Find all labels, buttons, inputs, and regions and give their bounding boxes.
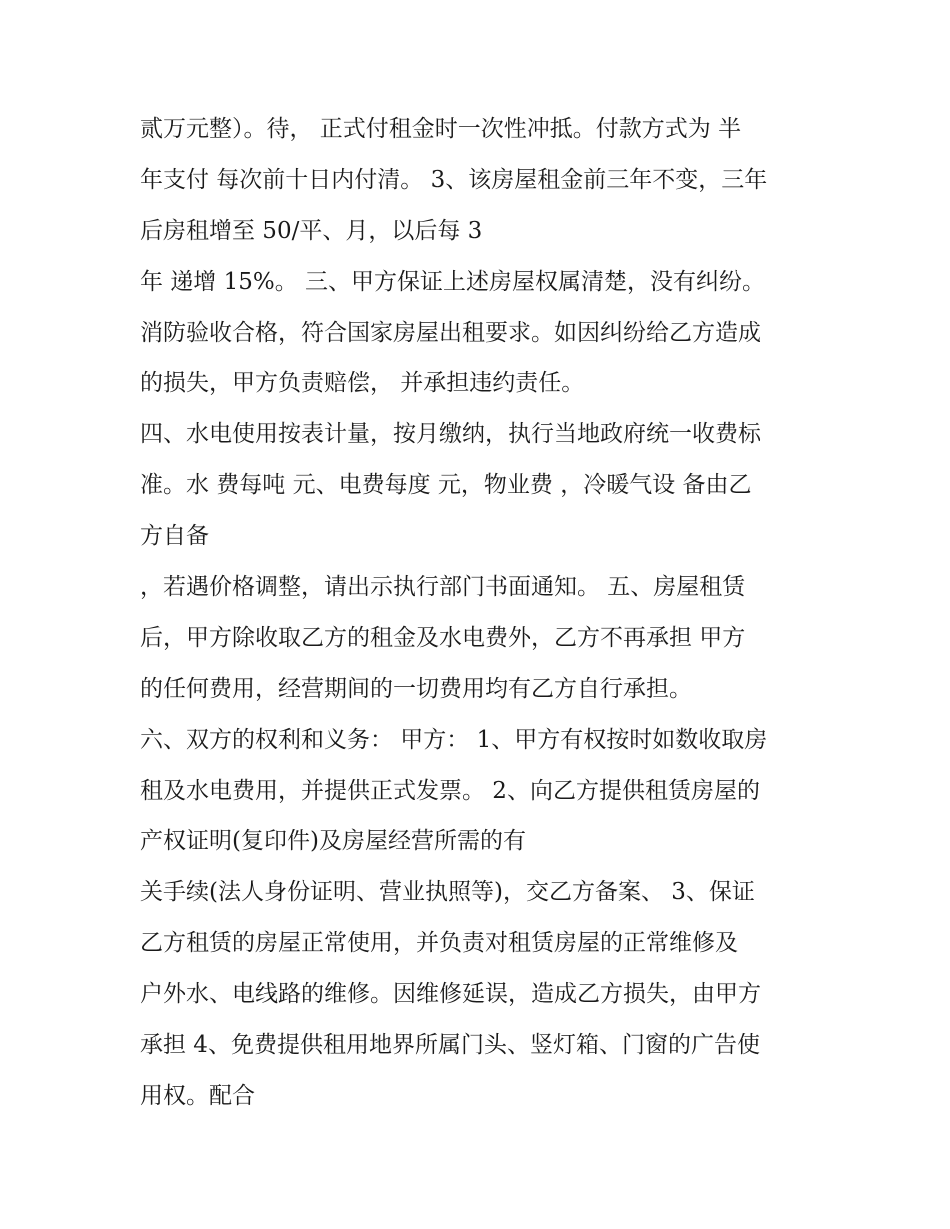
text-line: 年支付 每次前十日内付清。 3、该房屋租金前三年不变，三年 <box>140 166 768 193</box>
text-line: 用权。配合 <box>140 1082 255 1109</box>
text-line: 的损失，甲方负责赔偿， 并承担违约责任。 <box>140 370 585 397</box>
text-line: 后房租增至 50/平、月，以后每 3 <box>140 217 483 244</box>
text-line: 贰万元整）。待， 正式付租金时一次性冲抵。付款方式为 半 <box>140 116 742 142</box>
text-line: 六、双方的权利和义务： 甲方： 1、甲方有权按时如数收取房 <box>140 726 768 753</box>
contract-body-text <box>140 104 820 1122</box>
text-line: 四、水电使用按表计量，按月缴纳，执行当地政府统一收费标 <box>140 421 761 448</box>
text-line: 消防验收合格，符合国家房屋出租要求。如因纠纷给乙方造成 <box>140 319 761 346</box>
text-line: 户外水、电线路的维修。因维修延误，造成乙方损失，由甲方 <box>140 981 761 1008</box>
text-line: 承担 4、免费提供租用地界所属门头、竖灯箱、门窗的广告使 <box>140 1032 760 1059</box>
text-line: 关手续(法人身份证明、营业执照等)，交乙方备案、 3、保证 <box>140 879 755 906</box>
text-line: 产权证明(复印件)及房屋经营所需的有 <box>140 828 526 855</box>
text-line: 租及水电费用，并提供正式发票。 2、向乙方提供租赁房屋的 <box>140 777 760 804</box>
text-line: 方自备 <box>140 523 209 550</box>
text-line: 乙方租赁的房屋正常使用，并负责对租赁房屋的正常维修及 <box>140 930 738 957</box>
text-line: ，若遇价格调整，请出示执行部门书面通知。 五、房屋租赁 <box>140 574 746 601</box>
text-line: 准。水 费每吨 元、电费每度 元，物业费 ，冷暖气设 备由乙 <box>140 472 752 499</box>
text-line: 的任何费用，经营期间的一切费用均有乙方自行承担。 <box>140 675 692 702</box>
text-line: 年 递增 15%。 三、甲方保证上述房屋权属清楚，没有纠纷。 <box>140 268 766 295</box>
text-line: 后，甲方除收取乙方的租金及水电费外，乙方不再承担 甲方 <box>140 624 746 651</box>
